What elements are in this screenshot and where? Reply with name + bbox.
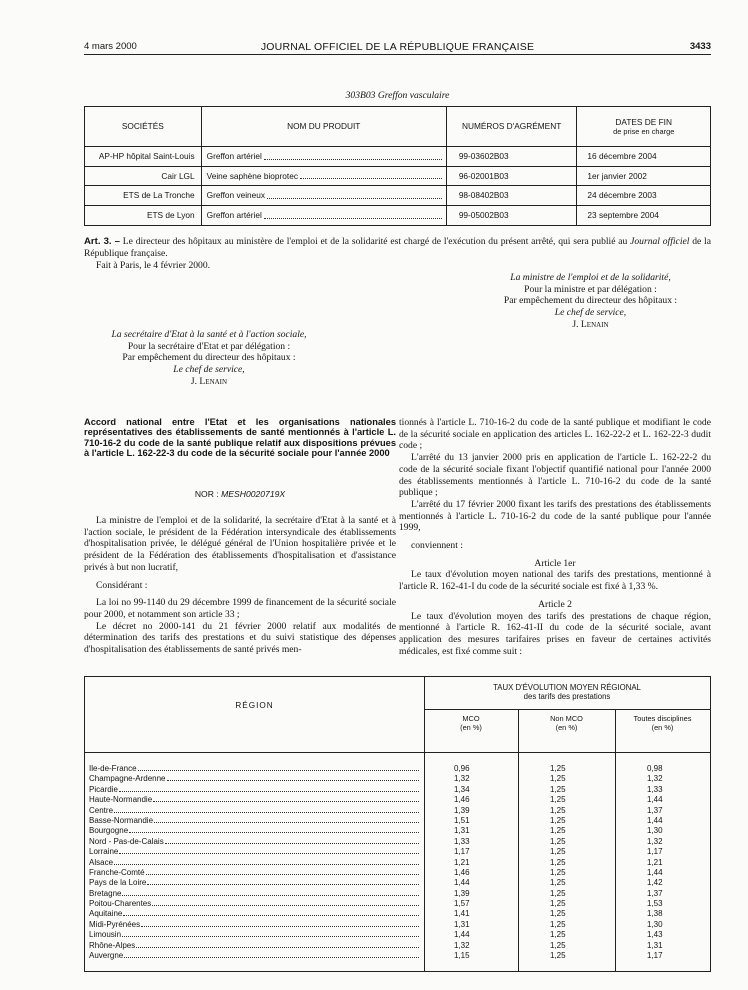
cell-mco: 0,96: [454, 764, 470, 773]
cell-region: [85, 785, 424, 795]
leader-dots: [146, 868, 419, 875]
table1-body: [85, 147, 710, 225]
cell-produit: [202, 147, 447, 166]
cell-region: [85, 889, 424, 899]
cell-non-mco: 1,25: [550, 764, 566, 773]
cell-non-mco: 1,25: [550, 940, 566, 950]
cell-mco: 1,44: [454, 930, 470, 940]
header-dates-l2: de prise en charge: [613, 127, 675, 137]
cell-toutes: 1,17: [647, 847, 663, 857]
article-1-heading: Article 1er: [534, 557, 576, 569]
cell-toutes: 1,33: [647, 784, 663, 794]
cell-toutes: 1,37: [647, 805, 663, 815]
cell-non-mco: 1,25: [550, 951, 566, 961]
region-name: Franche-Comté: [89, 867, 145, 877]
accord-title: Accord national entre l'Etat et les organisations nationales représentatives des établissements de santé mentionnés à l'article L. 710-16-2 du code de la santé publique relatif aux dispositions prévues à l'article L. 162-22-3 du code de la sécurité sociale pour l'année 2000: [84, 417, 396, 459]
region-name: Poitou-Charentes: [89, 899, 152, 909]
cell-mco: 1,39: [454, 805, 470, 815]
cell-non-mco: 1,25: [550, 795, 566, 805]
table-row: [85, 774, 710, 784]
cell-mco: 1,31: [454, 826, 470, 836]
produit-name: Greffon artériel: [206, 151, 262, 162]
sig1-title: La ministre de l'emploi et de la solidarité,: [510, 272, 671, 283]
nor-label: NOR :: [194, 489, 222, 499]
cell-non-mco: 1,25: [550, 805, 566, 815]
cell-mco: 1,21: [454, 857, 470, 867]
table-row: [85, 147, 710, 167]
region-name: Bretagne: [89, 888, 122, 898]
nor-code: MESH0020719X: [221, 489, 286, 499]
header-toutes: [615, 715, 710, 733]
left-column: [84, 515, 396, 656]
table-row: [85, 764, 710, 774]
cell-numero: 99-03602B03: [447, 147, 578, 166]
table-row: [85, 186, 710, 206]
cell-societe: Cair LGL: [85, 167, 202, 186]
cell-non-mco: 1,25: [550, 878, 566, 888]
cell-region: [85, 920, 424, 930]
leader-dots: [264, 153, 442, 160]
table-row: [85, 795, 710, 805]
leader-dots: [152, 899, 419, 906]
cell-mco: 1,34: [454, 784, 470, 794]
cell-toutes: 1,30: [647, 919, 663, 929]
taux-header: [424, 684, 710, 702]
region-name: Limousin: [89, 930, 122, 940]
leader-dots: [300, 172, 442, 179]
considerant: Considérant :: [96, 579, 148, 591]
cell-numero: 99-05002B03: [447, 206, 578, 226]
table-row: [85, 785, 710, 795]
table1-header-row: [85, 107, 710, 147]
art3-text2: de la République française.: [84, 236, 711, 259]
region-name: Rhône-Alpes: [89, 940, 136, 950]
region-name: Lorraine: [89, 847, 119, 857]
cell-mco: 1,15: [454, 951, 470, 961]
cell-region: [85, 909, 424, 919]
cell-toutes: 1,32: [647, 836, 663, 846]
art3-label: Art. 3. –: [84, 236, 120, 247]
sig1-delegation: Pour la ministre et par délégation :: [524, 283, 657, 295]
cell-non-mco: 1,25: [550, 899, 566, 909]
cell-mco: 1,33: [454, 836, 470, 846]
region-header: RÉGION: [235, 701, 274, 710]
cell-region: [85, 878, 424, 888]
header-mco: [424, 715, 518, 733]
cell-produit: [202, 206, 447, 226]
running-header: [84, 41, 711, 55]
header-dates-l1: DATES DE FIN: [615, 116, 672, 127]
header-nonmco-l1: Non MCO: [550, 714, 583, 723]
table-row: [85, 941, 710, 951]
table-row: [85, 826, 710, 836]
cell-region: [85, 826, 424, 836]
cell-region: [85, 847, 424, 857]
cell-numero: 98-08402B03: [447, 186, 578, 205]
produit-name: Greffon artériel: [206, 210, 262, 221]
header-dates: [577, 107, 710, 146]
cell-region: [85, 899, 424, 909]
sig1-name: J. Lenain: [572, 318, 609, 330]
leader-dots: [141, 920, 419, 927]
cell-toutes: 1,38: [647, 909, 663, 919]
cell-produit: [202, 167, 447, 186]
header-toutes-l2: (en %): [651, 722, 674, 732]
leader-dots: [119, 847, 419, 854]
leader-dots: [122, 930, 419, 937]
cell-societe: AP-HP hôpital Saint-Louis: [85, 147, 202, 166]
region-name: Picardie: [89, 784, 118, 794]
region-name: Midi-Pyrénées: [89, 919, 141, 929]
cell-mco: 1,51: [454, 815, 470, 825]
table-row: [85, 920, 710, 930]
greffon-table: [84, 106, 711, 226]
cell-non-mco: 1,25: [550, 857, 566, 867]
cell-produit: [202, 186, 447, 205]
header-mco-l2: (en %): [460, 722, 482, 732]
cell-societe: ETS de La Tronche: [85, 186, 202, 205]
sig2-title: La secrétaire d'Etat à la santé et à l'action sociale,: [111, 329, 307, 340]
article-2-text: Le taux d'évolution moyen des tarifs des prestations de chaque région, mentionné à l'article R. 162-41-II du code de la sécurité sociale, avant application des mesures tarifaires prises en faveur de certaines activités médicales, est fixé comme suit :: [399, 610, 711, 657]
header-toutes-l1: Toutes disciplines: [633, 714, 692, 723]
cell-region: [85, 930, 424, 940]
leader-dots: [138, 764, 419, 771]
cell-region: [85, 837, 424, 847]
sig2-delegation: Pour la secrétaire d'Etat et par délégation :: [127, 340, 291, 352]
region-name: Nord - Pas-de-Calais: [89, 836, 164, 846]
cell-toutes: 1,37: [647, 888, 663, 898]
leader-dots: [123, 909, 419, 916]
cell-toutes: 1,32: [647, 774, 663, 784]
leader-dots: [165, 837, 419, 844]
fait-a-paris: Fait à Paris, le 4 février 2000.: [96, 260, 211, 271]
sig1-chef: Le chef de service,: [554, 307, 627, 319]
leader-dots: [267, 192, 442, 199]
decret-para: Le décret no 2000-141 du 21 février 2000 relatif aux modalités de détermination des tarifs des prestations et du suivi statistique des dépenses d'hospitalisation des établissements de santé privés men-: [84, 620, 396, 656]
taux-header-l1: TAUX D'ÉVOLUTION MOYEN RÉGIONAL: [493, 683, 641, 692]
leader-dots: [114, 806, 419, 813]
leader-dots: [153, 795, 419, 802]
region-name: Ile-de-France: [89, 764, 137, 773]
table-row: [85, 847, 710, 857]
signature-ministre: [470, 272, 711, 331]
leader-dots: [154, 816, 419, 823]
leader-dots: [122, 889, 419, 896]
row-divider: [424, 709, 710, 710]
cell-region: [85, 774, 424, 784]
row-divider: [85, 752, 710, 753]
cell-date: 16 décembre 2004: [587, 151, 657, 162]
cell-toutes: 1,31: [647, 940, 663, 950]
cell-region: [85, 806, 424, 816]
cell-non-mco: 1,25: [550, 847, 566, 857]
cell-toutes: 0,98: [647, 764, 663, 773]
article-3: [84, 236, 711, 259]
cell-non-mco: 1,25: [550, 867, 566, 877]
cell-toutes: 1,21: [647, 857, 663, 867]
leader-dots: [147, 878, 419, 885]
cell-region: [85, 951, 424, 961]
article-1-text: Le taux d'évolution moyen national des tarifs des prestations, mentionné à l'article R. 162-41-I du code de la sécurité sociale est fixé à 1,33 %.: [399, 569, 711, 593]
table-row: [85, 878, 710, 888]
cell-non-mco: 1,25: [550, 836, 566, 846]
table-row: [85, 889, 710, 899]
arrete-17-fevrier: L'arrêté du 17 février 2000 fixant les tarifs des prestations des établissements mentionnés à l'article L. 710-16-2 du code de la santé publique pour l'année 1999,: [399, 498, 711, 534]
table1-caption: 303B03 Greffon vasculaire: [345, 90, 450, 101]
sig2-chef: Le chef de service,: [173, 364, 245, 376]
cell-non-mco: 1,25: [550, 784, 566, 794]
cell-mco: 1,32: [454, 940, 470, 950]
cell-region: [85, 858, 424, 868]
table-row: [85, 837, 710, 847]
leader-dots: [136, 941, 419, 948]
header-societes: SOCIÉTÉS: [85, 107, 202, 146]
leader-dots: [114, 858, 419, 865]
cell-toutes: 1,42: [647, 878, 663, 888]
cell-mco: 1,44: [454, 878, 470, 888]
cell-date: 23 septembre 2004: [587, 210, 659, 221]
cell-numero: 96-02001B03: [447, 167, 578, 186]
table-row: [85, 899, 710, 909]
region-name: Champagne-Ardenne: [89, 774, 166, 784]
region-name: Aquitaine: [89, 909, 123, 919]
cell-region: [85, 941, 424, 951]
produit-name: Veine saphène bioprotec: [206, 170, 298, 181]
region-name: Centre: [89, 805, 114, 815]
table-row: [85, 930, 710, 940]
cell-mco: 1,17: [454, 847, 470, 857]
page-number: 3433: [689, 41, 711, 52]
cell-mco: 1,31: [454, 919, 470, 929]
cell-mco: 1,46: [454, 867, 470, 877]
header-date: 4 mars 2000: [84, 41, 137, 52]
taux-header-l2: des tarifs des prestations: [523, 691, 611, 701]
cell-region: [85, 816, 424, 826]
cell-region: [85, 868, 424, 878]
header-non-mco: [518, 715, 615, 733]
cell-region: [85, 764, 424, 774]
table-row: [85, 868, 710, 878]
cell-mco: 1,57: [454, 899, 470, 909]
cell-date: 1er janvier 2002: [587, 170, 647, 181]
table-row: [85, 909, 710, 919]
table2-body: [85, 764, 710, 961]
sig1-empechement: Par empêchement du directeur des hôpitaux :: [503, 295, 678, 307]
table-row: [85, 206, 710, 226]
loi-para: La loi no 99-1140 du 29 décembre 1999 de financement de la sécurité sociale pour 2000, et notamment son article 33 ;: [84, 597, 396, 620]
leader-dots: [119, 785, 419, 792]
table-row: [85, 167, 710, 187]
preamble-para: La ministre de l'emploi et de la solidarité, la secrétaire d'Etat à la santé et à l'action sociale, le président de la Fédération intersyndicale des établissements d'hospitalisation privée, le délégué général de l'Union hospitalière privée et le président de la Fédération des établissements d'hospitalisation et d'assistance privés à but non lucratif,: [84, 515, 396, 573]
table-row: [85, 951, 710, 961]
region-name: Auvergne: [89, 951, 124, 961]
nor-line: [84, 489, 396, 499]
leader-dots: [264, 212, 442, 219]
cell-societe: ETS de Lyon: [85, 206, 202, 226]
header-nonmco-l2: (en %): [555, 722, 578, 732]
sig2-name: J. Lenain: [190, 375, 228, 387]
cell-non-mco: 1,25: [550, 909, 566, 919]
cell-mco: 1,32: [454, 774, 470, 784]
cell-date: 24 décembre 2003: [587, 190, 657, 201]
leader-dots: [167, 774, 420, 781]
region-name: Pays de la Loire: [89, 878, 147, 888]
header-mco-l1: MCO: [462, 714, 480, 723]
cell-region: [85, 795, 424, 805]
cell-toutes: 1,30: [647, 826, 663, 836]
taux-regional-table: [84, 676, 711, 972]
cell-toutes: 1,44: [647, 815, 663, 825]
cell-toutes: 1,44: [647, 795, 663, 805]
cell-mco: 1,46: [454, 795, 470, 805]
leader-dots: [129, 826, 419, 833]
leader-dots: [124, 951, 419, 958]
article-2-heading: Article 2: [538, 598, 572, 610]
table-row: [85, 858, 710, 868]
region-name: Basse-Normandie: [89, 815, 154, 825]
sig2-empechement: Par empêchement du directeur des hôpitaux :: [122, 352, 296, 364]
right-column: [399, 417, 711, 657]
cell-toutes: 1,17: [647, 951, 663, 961]
journal-title: JOURNAL OFFICIEL DE LA RÉPUBLIQUE FRANÇAISE: [260, 41, 535, 53]
cell-non-mco: 1,25: [550, 919, 566, 929]
signature-secretaire: [84, 329, 334, 388]
region-name: Haute-Normandie: [89, 795, 153, 805]
cell-non-mco: 1,25: [550, 888, 566, 898]
header-produit: NOM DU PRODUIT: [202, 107, 447, 146]
produit-name: Greffon veineux: [206, 190, 266, 201]
cell-non-mco: 1,25: [550, 826, 566, 836]
decret-cont: tionnés à l'article L. 710-16-2 du code de la santé publique et modifiant le code de la sécurité sociale en application des articles L. 162-22-2 et L. 162-22-3 dudit code ;: [399, 417, 711, 452]
cell-non-mco: 1,25: [550, 930, 566, 940]
cell-toutes: 1,43: [647, 930, 663, 940]
cell-non-mco: 1,25: [550, 815, 566, 825]
cell-toutes: 1,53: [647, 899, 663, 909]
conviennent: conviennent :: [411, 540, 463, 552]
region-name: Alsace: [89, 857, 114, 867]
header-numeros: NUMÉROS D'AGRÉMENT: [447, 107, 578, 146]
cell-mco: 1,39: [454, 888, 470, 898]
arrete-13-janvier: L'arrêté du 13 janvier 2000 pris en application de l'article L. 162-22-2 du code de la sécurité sociale fixant l'objectif quantifié national pour l'année 2000 des établissements mentionnés à l'article L. 710-16-2 du code de la santé publique ;: [399, 452, 711, 499]
cell-mco: 1,41: [454, 909, 470, 919]
region-name: Bourgogne: [89, 826, 129, 836]
table-row: [85, 816, 710, 826]
art3-text: Le directeur des hôpitaux au ministère de l'emploi et de la solidarité est chargé de l'exécution du présent arrêté, qui sera publié au: [119, 236, 631, 247]
art3-jo: Journal officiel: [630, 236, 690, 247]
cell-toutes: 1,44: [647, 867, 663, 877]
cell-non-mco: 1,25: [550, 774, 566, 784]
table-row: [85, 806, 710, 816]
